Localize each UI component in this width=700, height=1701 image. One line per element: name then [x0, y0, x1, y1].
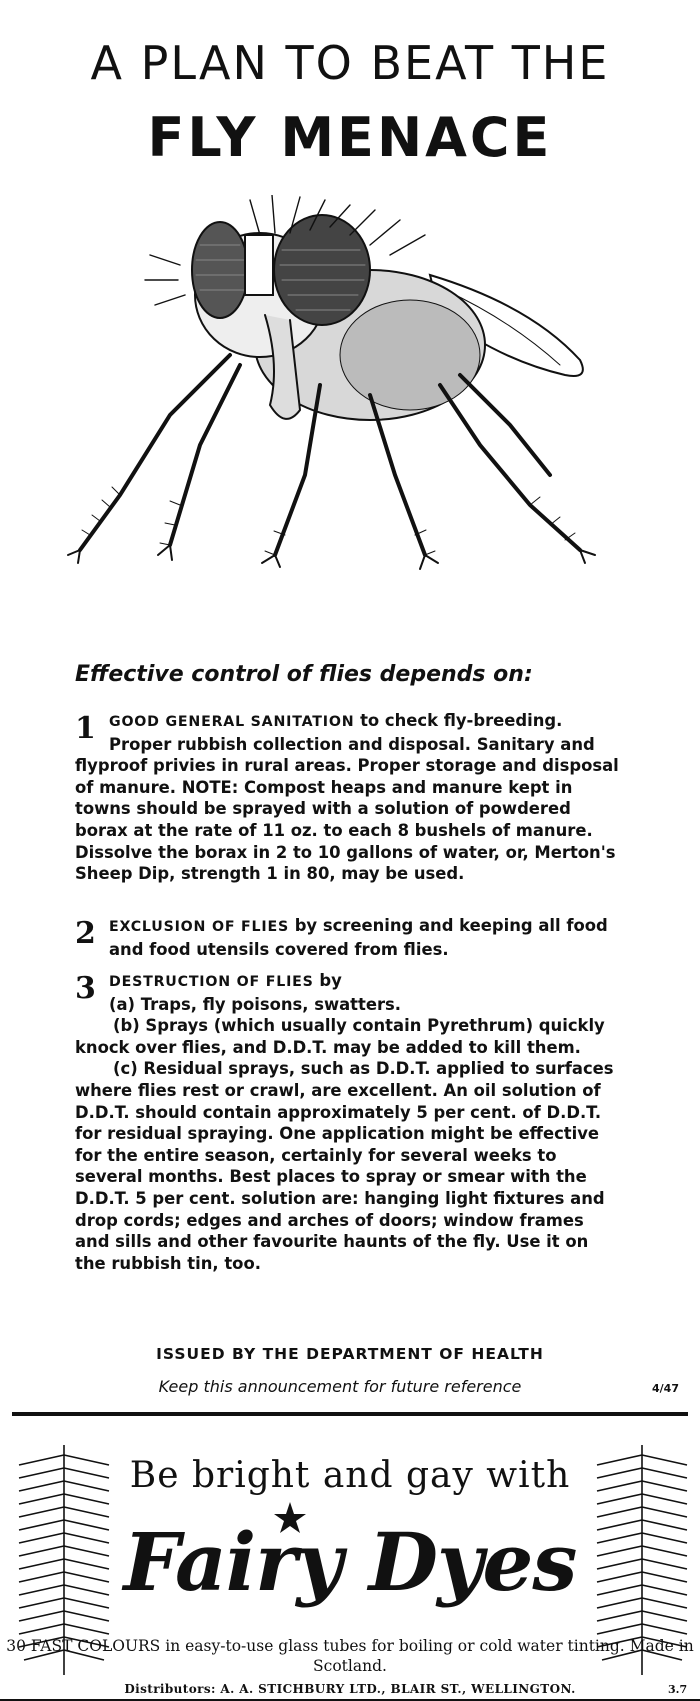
fairy-distributors: Distributors: A. A. STICHBURY LTD., BLAIR ST., WELLINGTON.	[124, 1682, 576, 1696]
item-lead-rest: by	[313, 971, 342, 990]
item-lead: DESTRUCTION OF FLIES	[109, 974, 314, 990]
item-lead: EXCLUSION OF FLIES	[109, 919, 289, 935]
item-lead-rest: by screening and keeping all food and food utensils covered from flies.	[109, 916, 608, 959]
item-3a: (a) Traps, fly poisons, swatters.	[109, 994, 402, 1014]
fairy-brand: Fairy Dyes	[123, 1515, 577, 1609]
headline-line-2: FLY MENACE	[147, 106, 553, 169]
issued-by: ISSUED BY THE DEPARTMENT OF HEALTH	[156, 1345, 544, 1363]
ad-code: 4/47	[652, 1382, 679, 1395]
item-number: 3	[75, 971, 96, 1006]
item-3	[75, 970, 623, 1274]
divider-rule	[12, 1412, 688, 1416]
item-lead: GOOD GENERAL SANITATION	[109, 714, 355, 730]
subheading: Effective control of flies depends on:	[75, 662, 533, 687]
item-3c: (c) Residual sprays, such as D.D.T. applied to surfaces where flies rest or crawl, are excellent. An oil solution of D.D.T. should contain approximately 5 per cent. of D.D.T. for residual spraying. One application might be effective for the entire season, certainly for several weeks to several months. Best places to spray or smear with the D.D.T. 5 per cent. solution are: hanging light fixtures and drop cords; edges and arches of doors; window frames and sills and other favourite haunts of the fly. Use it on the rubbish tin, too.	[75, 1059, 614, 1273]
fly-illustration-icon	[60, 195, 650, 615]
item-2	[75, 915, 623, 960]
item-lead-rest: to check fly-breeding.	[354, 711, 563, 730]
item-3b: (b) Sprays (which usually contain Pyrethrum) quickly knock over flies, and D.D.T. may be added to kill them.	[75, 1016, 605, 1057]
item-1	[75, 710, 623, 885]
item-number: 2	[75, 916, 96, 951]
fairy-copy: 30 FAST COLOURS in easy-to-use glass tubes for boiling or cold water tinting. Made in Scotland.	[6, 1637, 694, 1675]
keep-note: Keep this announcement for future reference	[158, 1377, 522, 1396]
item-number: 1	[75, 711, 96, 746]
headline-line-1: A PLAN TO BEAT THE	[90, 36, 610, 90]
fairy-slogan: Be bright and gay with	[129, 1455, 571, 1496]
fairy-code: 3.7	[668, 1683, 688, 1696]
item-text: Proper rubbish collection and disposal. Sanitary and flyproof privies in rural areas. Proper storage and disposal of manure. NOTE: Compost heaps and manure kept in towns should be sprayed with a solution of powdered borax at the rate of 11 oz. to each 8 bushels of manure. Dissolve the borax in 2 to 10 gallons of water, or, Merton's Sheep Dip, strength 1 in 80, may be used.	[75, 734, 619, 884]
